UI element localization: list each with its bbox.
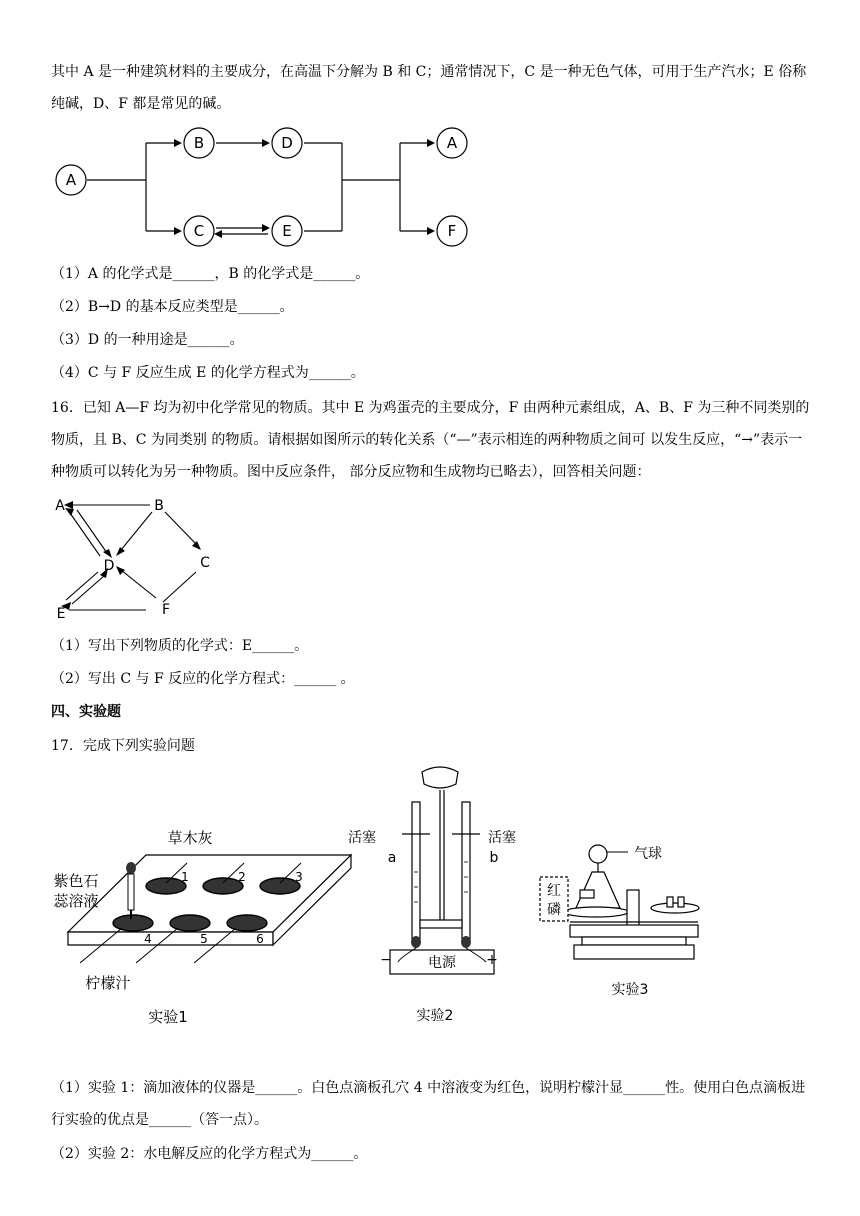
experiment-1-spot-plate bbox=[50, 820, 360, 1030]
phosphorus-label-2: 磷 bbox=[547, 902, 561, 918]
node-e: E bbox=[282, 222, 292, 240]
node16-c: C bbox=[200, 555, 210, 571]
node-a-right: A bbox=[446, 134, 458, 152]
q15-sub4: （4）C 与 F 反应生成 E 的化学方程式为______。 bbox=[51, 365, 365, 381]
well-6: 6 bbox=[256, 932, 264, 946]
q17-intro: 17．完成下列实验问题 bbox=[51, 738, 195, 754]
plus-label: + bbox=[486, 952, 498, 968]
exp1-top-label: 草木灰 bbox=[167, 829, 213, 847]
node16-e: E bbox=[56, 606, 66, 622]
node16-a: A bbox=[55, 498, 65, 514]
q16-sub2: （2）写出 C 与 F 反应的化学方程式：______ 。 bbox=[51, 671, 355, 687]
q15-sub3: （3）D 的一种用途是______。 bbox=[51, 332, 244, 348]
exp3-caption: 实验3 bbox=[611, 982, 649, 998]
well-5: 5 bbox=[200, 932, 208, 946]
exp1-bottom-label: 柠檬汁 bbox=[85, 974, 131, 992]
tube-a-label: a bbox=[387, 850, 397, 866]
section-title: 四、实验题 bbox=[51, 704, 121, 720]
well-4: 4 bbox=[144, 932, 152, 946]
q16-intro: 16．已知 A—F 均为初中化学常见的物质。其中 E 为鸡蛋壳的主要成分，F 由两种元素组成，A、B、F 为三种不同类别的物质，且 B、C 为同类别 的物质。请根据如图所示的转化关系（“—”表示相连的两种物质之间可 以发生反应，“→”表示一种物质可以转化为另一种物质。图中反应条件， 部分反应物和生成物均已略去），回答相关问题： bbox=[51, 400, 810, 480]
exp2-caption: 实验2 bbox=[416, 1008, 454, 1024]
node16-f: F bbox=[161, 602, 171, 618]
q17-sub2: （2）实验 2：水电解反应的化学方程式为______。 bbox=[51, 1146, 368, 1162]
well-3: 3 bbox=[295, 870, 303, 884]
stopcock-left-label: 活塞 bbox=[348, 830, 376, 846]
minus-label: − bbox=[380, 952, 392, 968]
tube-b-label: b bbox=[489, 850, 499, 866]
exp1-caption: 实验1 bbox=[148, 1008, 188, 1026]
experiment-2-electrolysis bbox=[340, 762, 520, 1032]
q15-intro: 其中 A 是一种建筑材料的主要成分，在高温下分解为 B 和 C；通常情况下，C 是一种无色气体，可用于生产汽水；E 俗称纯碱，D、F 都是常见的碱。 bbox=[51, 64, 807, 112]
q16-sub1: （1）写出下列物质的化学式：E______。 bbox=[51, 638, 309, 654]
exp1-left-label-1: 紫色石 bbox=[53, 872, 99, 890]
balloon-label: 气球 bbox=[634, 846, 662, 862]
q15-sub1: （1）A 的化学式是______，B 的化学式是______。 bbox=[51, 266, 370, 282]
q15-sub2: （2）B→D 的基本反应类型是______。 bbox=[51, 299, 294, 315]
node-c: C bbox=[193, 222, 205, 240]
q17-sub1: （1）实验 1：滴加液体的仪器是______。白色点滴板孔穴 4 中溶液变为红色，说明柠檬汁显______性。使用白色点滴板进行实验的优点是______（答一点）。 bbox=[51, 1080, 806, 1128]
q15-transformation-diagram bbox=[0, 125, 500, 245]
exp1-left-label-2: 蕊溶液 bbox=[53, 892, 99, 910]
q16-transformation-diagram bbox=[0, 490, 260, 630]
node-f: F bbox=[447, 222, 457, 240]
stopcock-right-label: 活塞 bbox=[488, 830, 516, 846]
node-d: D bbox=[281, 134, 293, 152]
phosphorus-label-1: 红 bbox=[547, 883, 561, 899]
well-1: 1 bbox=[181, 870, 189, 884]
node16-d: D bbox=[103, 558, 115, 574]
power-label: 电源 bbox=[428, 955, 456, 971]
node-a-left: A bbox=[65, 171, 77, 189]
node16-b: B bbox=[154, 498, 164, 514]
well-2: 2 bbox=[238, 870, 246, 884]
node-b: B bbox=[193, 134, 205, 152]
experiment-3-balance bbox=[530, 830, 720, 1010]
